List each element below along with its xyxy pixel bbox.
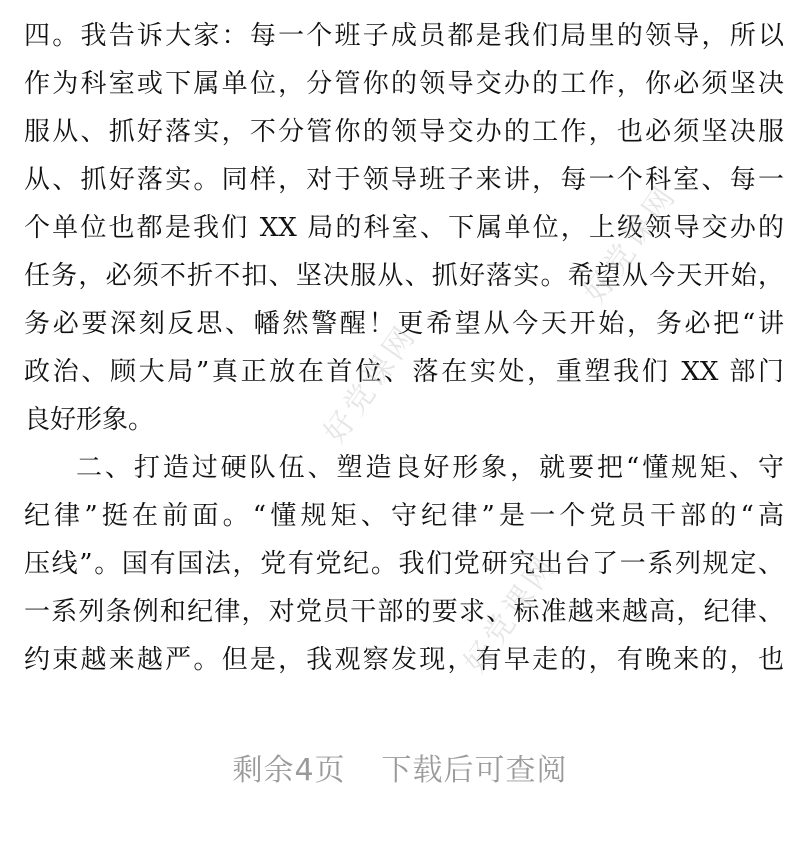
text-line: 压线”。国有国法，党有党纪。我们党研究出台了一系列规定、: [24, 549, 784, 579]
paragraph-first-line: 二、打造过硬队伍、塑造良好形象，就要把“懂规矩、守: [76, 453, 784, 483]
download-to-view-label[interactable]: 下载后可查阅: [381, 753, 568, 788]
watermark: 好党课网: [577, 178, 685, 310]
text-line: 任务，必须不折不扣、坚决服从、抓好落实。希望从今天开始，: [24, 261, 784, 291]
download-prompt[interactable]: [0, 745, 800, 789]
text-line: 良好形象。: [24, 405, 155, 435]
document-body: [24, 12, 784, 684]
text-line: 服从、抓好落实，不分管你的领导交办的工作，也必须坚决服: [24, 117, 784, 147]
watermark: 好党课网: [457, 548, 565, 680]
text-line: 从、抓好落实。同样，对于领导班子来讲，每一个科室、每一: [24, 165, 784, 195]
text-line: 务必要深刻反思、幡然警醒！更希望从今天开始，务必把“讲: [24, 309, 784, 339]
remaining-pages-label[interactable]: 剩余4页: [232, 753, 346, 788]
text-line: 政治、顾大局”真正放在首位、落在实处，重塑我们 XX 部门: [24, 357, 784, 387]
text-line: 一系列条例和纪律，对党员干部的要求、标准越来越高，纪律、: [24, 597, 784, 627]
watermark: 好党课网: [317, 318, 425, 450]
text-line: 纪律”挺在前面。“懂规矩、守纪律”是一个党员干部的“高: [24, 501, 784, 531]
text-line: 作为科室或下属单位，分管你的领导交办的工作，你必须坚决: [24, 69, 784, 99]
text-line: 个单位也都是我们 XX 局的科室、下属单位，上级领导交办的: [24, 213, 784, 243]
text-line: 约束越来越严。但是，我观察发现，有早走的，有晚来的，也: [24, 645, 784, 675]
text-line: 四。我告诉大家：每一个班子成员都是我们局里的领导，所以: [24, 21, 784, 51]
